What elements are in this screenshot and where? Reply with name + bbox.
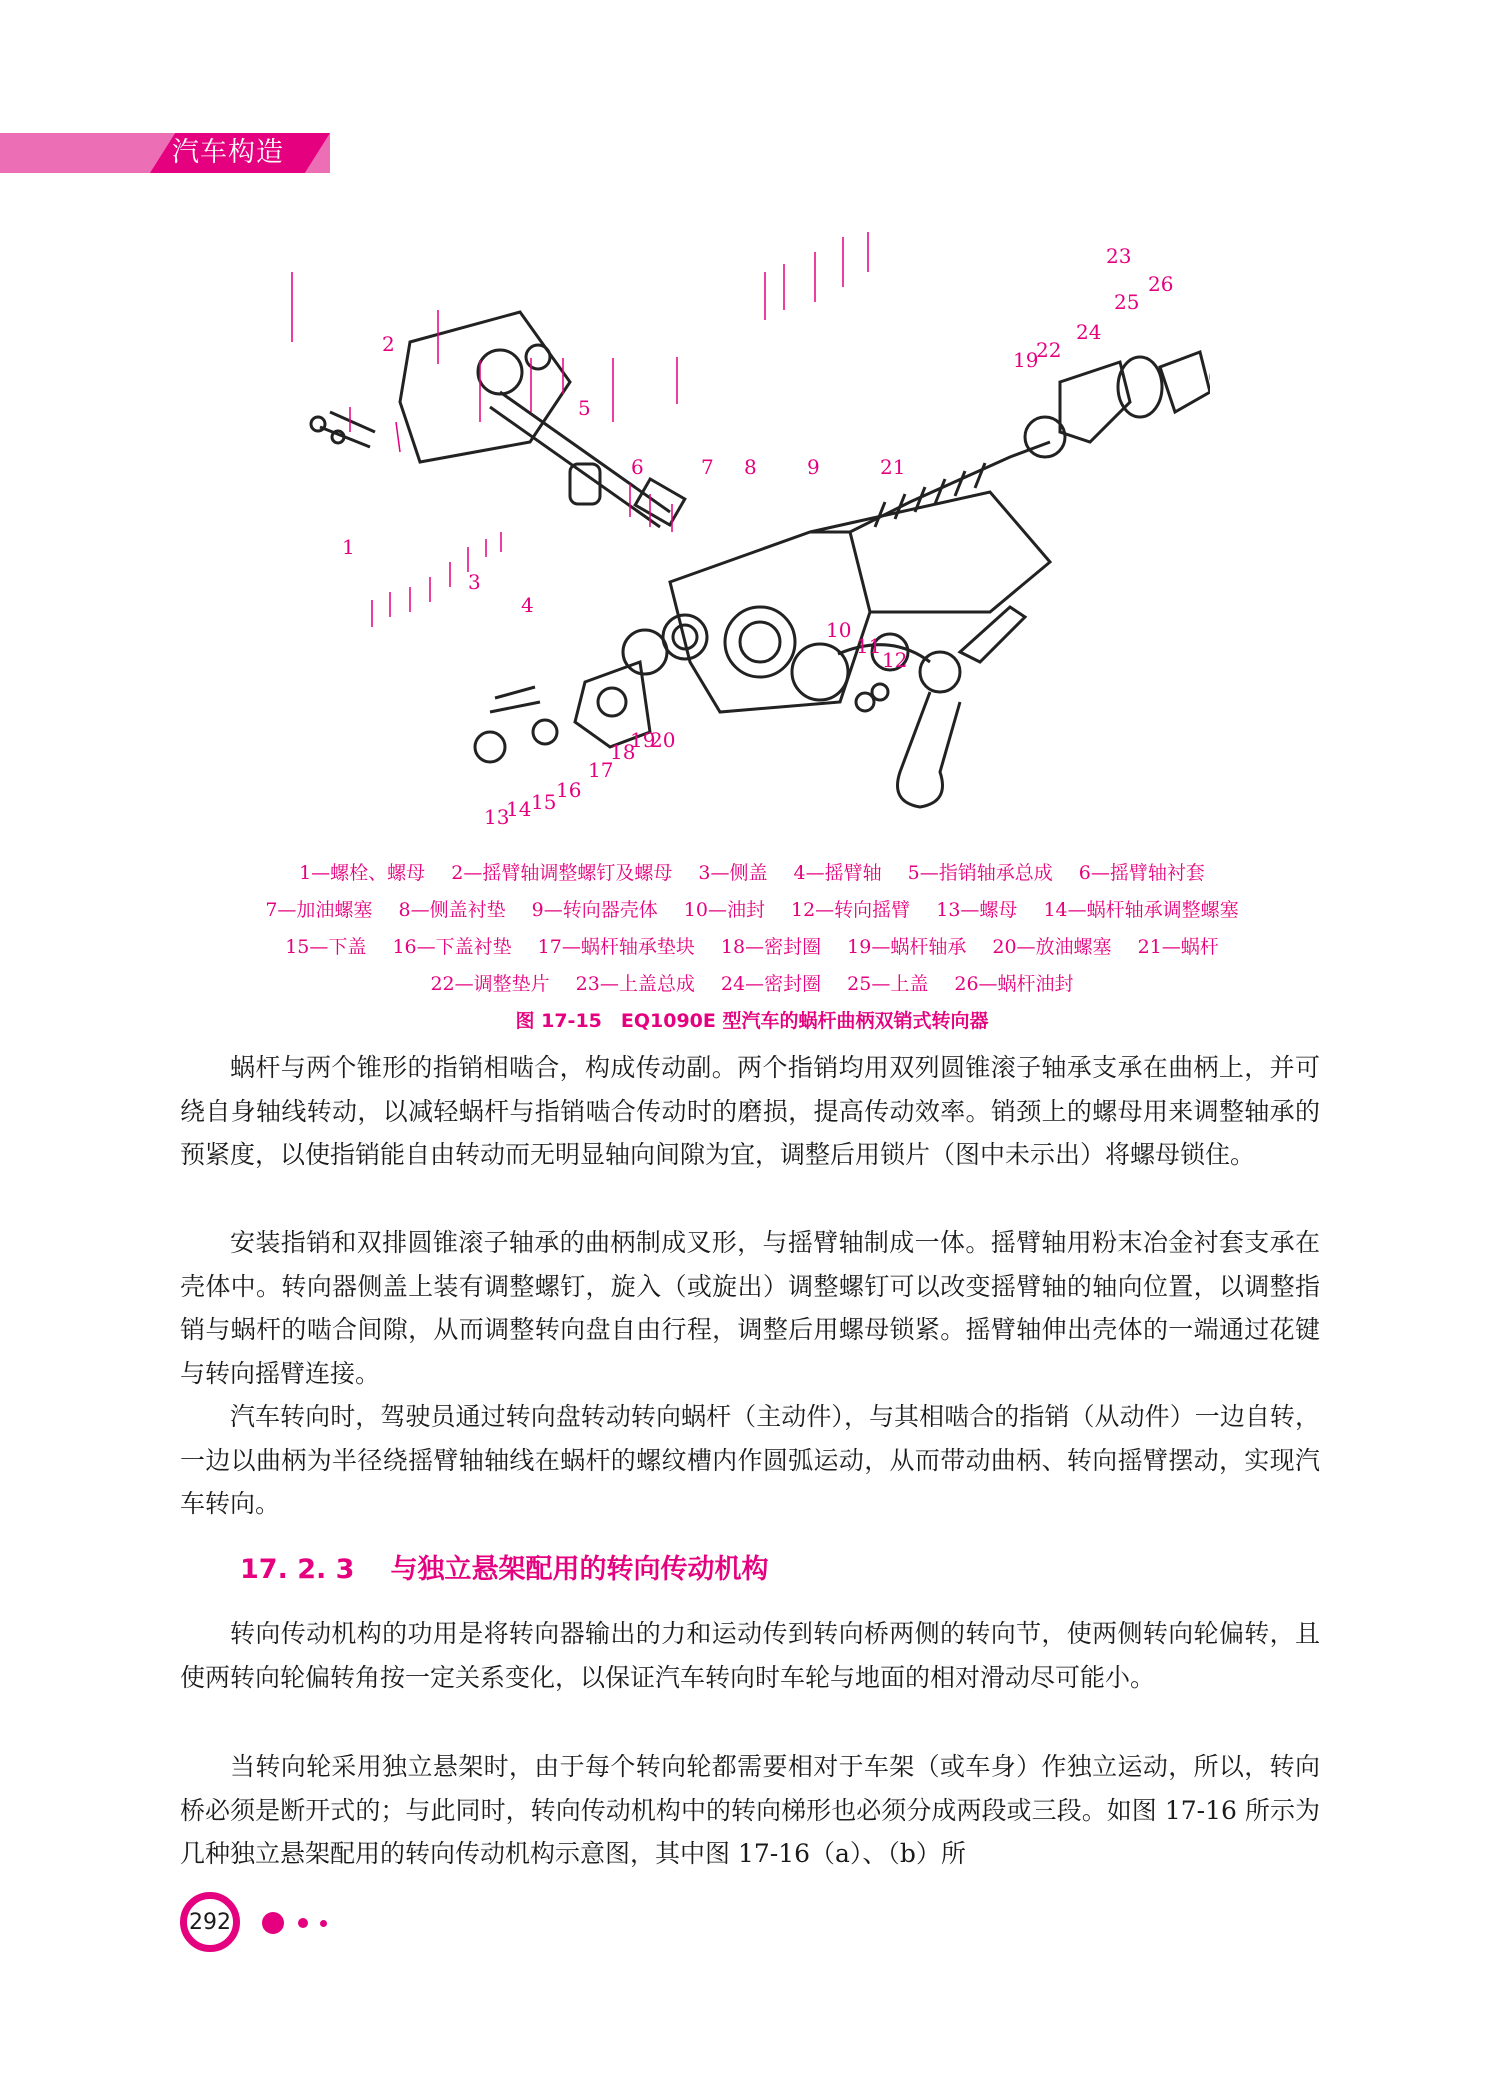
section-number: 17. 2. 3 bbox=[240, 1554, 355, 1585]
label-9: 9 bbox=[807, 455, 820, 479]
decor-dot-small bbox=[320, 1920, 327, 1927]
legend-item: 12—转向摇臂 bbox=[791, 899, 911, 921]
label-3: 3 bbox=[468, 570, 481, 594]
legend-item: 25—上盖 bbox=[847, 973, 929, 995]
label-19-lower: 19 bbox=[630, 728, 656, 752]
label-26: 26 bbox=[1148, 272, 1174, 296]
label-10: 10 bbox=[826, 618, 852, 642]
legend-item: 22—调整垫片 bbox=[430, 973, 550, 995]
decor-dot-large bbox=[262, 1912, 284, 1934]
label-17: 17 bbox=[588, 758, 614, 782]
label-12: 12 bbox=[882, 648, 908, 672]
legend-item: 3—侧盖 bbox=[698, 862, 768, 884]
paragraph-1: 蜗杆与两个锥形的指销相啮合，构成传动副。两个指销均用双列圆锥滚子轴承支承在曲柄上，并可绕自身轴线转动，以减轻蜗杆与指销啮合传动时的磨损，提高传动效率。销颈上的螺母用来调整轴承的预紧度，以使指销能自由转动而无明显轴向间隙为宜，调整后用锁片（图中未示出）将螺母锁住。 bbox=[180, 1053, 1320, 1169]
legend-item: 9—转向器壳体 bbox=[531, 899, 658, 921]
legend-row-4 bbox=[190, 966, 1314, 1003]
legend-item: 7—加油螺塞 bbox=[265, 899, 373, 921]
label-1: 1 bbox=[342, 535, 355, 559]
legend-row-2 bbox=[190, 892, 1314, 929]
legend-item: 10—油封 bbox=[683, 899, 765, 921]
legend-item: 1—螺栓、螺母 bbox=[299, 862, 426, 884]
paragraph-2: 安装指销和双排圆锥滚子轴承的曲柄制成叉形，与摇臂轴制成一体。摇臂轴用粉末冶金衬套支承在壳体中。转向器侧盖上装有调整螺钉，旋入（或旋出）调整螺钉可以改变摇臂轴的轴向位置，以调整指销与蜗杆的啮合间隙，从而调整转向盘自由行程，调整后用螺母锁紧。摇臂轴伸出壳体的一端通过花键与转向摇臂连接。 bbox=[180, 1228, 1320, 1388]
legend-row-1 bbox=[190, 855, 1314, 892]
legend-item: 16—下盖衬垫 bbox=[392, 936, 512, 958]
legend-row-3 bbox=[190, 929, 1314, 966]
label-16: 16 bbox=[556, 778, 582, 802]
label-22: 22 bbox=[1036, 338, 1062, 362]
label-7: 7 bbox=[701, 455, 714, 479]
legend-item: 15—下盖 bbox=[285, 936, 367, 958]
legend-item: 24—密封圈 bbox=[720, 973, 822, 995]
legend-item: 2—摇臂轴调整螺钉及螺母 bbox=[451, 862, 673, 884]
label-5: 5 bbox=[578, 396, 591, 420]
legend-item: 13—螺母 bbox=[936, 899, 1018, 921]
label-18: 18 bbox=[610, 740, 636, 764]
legend-item: 18—密封圈 bbox=[720, 936, 822, 958]
label-6: 6 bbox=[631, 455, 644, 479]
legend-item: 8—侧盖衬垫 bbox=[398, 899, 506, 921]
label-25: 25 bbox=[1114, 290, 1140, 314]
label-15: 15 bbox=[531, 790, 557, 814]
label-24: 24 bbox=[1076, 320, 1102, 344]
decor-dot-medium bbox=[298, 1918, 308, 1928]
label-14: 14 bbox=[506, 797, 532, 821]
legend-item: 20—放油螺塞 bbox=[992, 936, 1112, 958]
label-21: 21 bbox=[880, 455, 906, 479]
label-8: 8 bbox=[744, 455, 757, 479]
legend-item: 4—摇臂轴 bbox=[793, 862, 882, 884]
label-19-upper: 19 bbox=[1013, 348, 1039, 372]
legend-item: 17—蜗杆轴承垫块 bbox=[537, 936, 695, 958]
section-title: 与独立悬架配用的转向传动机构 bbox=[390, 1554, 769, 1585]
section-heading bbox=[240, 1552, 768, 1588]
legend-item: 14—蜗杆轴承调整螺塞 bbox=[1043, 899, 1239, 921]
book-title: 汽车构造 bbox=[172, 137, 284, 168]
page-number: 292 bbox=[180, 1892, 240, 1952]
paragraph-5: 当转向轮采用独立悬架时，由于每个转向轮都需要相对于车架（或车身）作独立运动，所以，转向桥必须是断开式的；与此同时，转向传动机构中的转向梯形也必须分成两段或三段。如图 17-16 所示为几种独立悬架配用的转向传动机构示意图，其中图 17-16（a）、（b）所 bbox=[180, 1752, 1320, 1868]
figure-legend bbox=[190, 855, 1314, 1003]
legend-item: 6—摇臂轴衬套 bbox=[1078, 862, 1205, 884]
figure-caption: 图 17-15 EQ1090E 型汽车的蜗杆曲柄双销式转向器 bbox=[515, 1010, 989, 1032]
legend-item: 5—指销轴承总成 bbox=[907, 862, 1053, 884]
legend-item: 23—上盖总成 bbox=[575, 973, 695, 995]
label-2: 2 bbox=[382, 332, 395, 356]
paragraph-3: 汽车转向时，驾驶员通过转向盘转动转向蜗杆（主动件），与其相啮合的指销（从动件）一边自转，一边以曲柄为半径绕摇臂轴轴线在蜗杆的螺纹槽内作圆弧运动，从而带动曲柄、转向摇臂摆动，实现汽车转向。 bbox=[180, 1402, 1320, 1518]
label-11: 11 bbox=[856, 634, 882, 658]
label-13: 13 bbox=[484, 805, 510, 829]
label-4: 4 bbox=[521, 593, 534, 617]
legend-item: 26—蜗杆油封 bbox=[954, 973, 1074, 995]
label-23: 23 bbox=[1106, 244, 1132, 268]
label-20: 20 bbox=[650, 728, 676, 752]
legend-item: 21—蜗杆 bbox=[1137, 936, 1219, 958]
legend-item: 19—蜗杆轴承 bbox=[847, 936, 967, 958]
paragraph-4: 转向传动机构的功用是将转向器输出的力和运动传到转向桥两侧的转向节，使两侧转向轮偏转，且使两转向轮偏转角按一定关系变化，以保证汽车转向时车轮与地面的相对滑动尽可能小。 bbox=[180, 1619, 1320, 1692]
